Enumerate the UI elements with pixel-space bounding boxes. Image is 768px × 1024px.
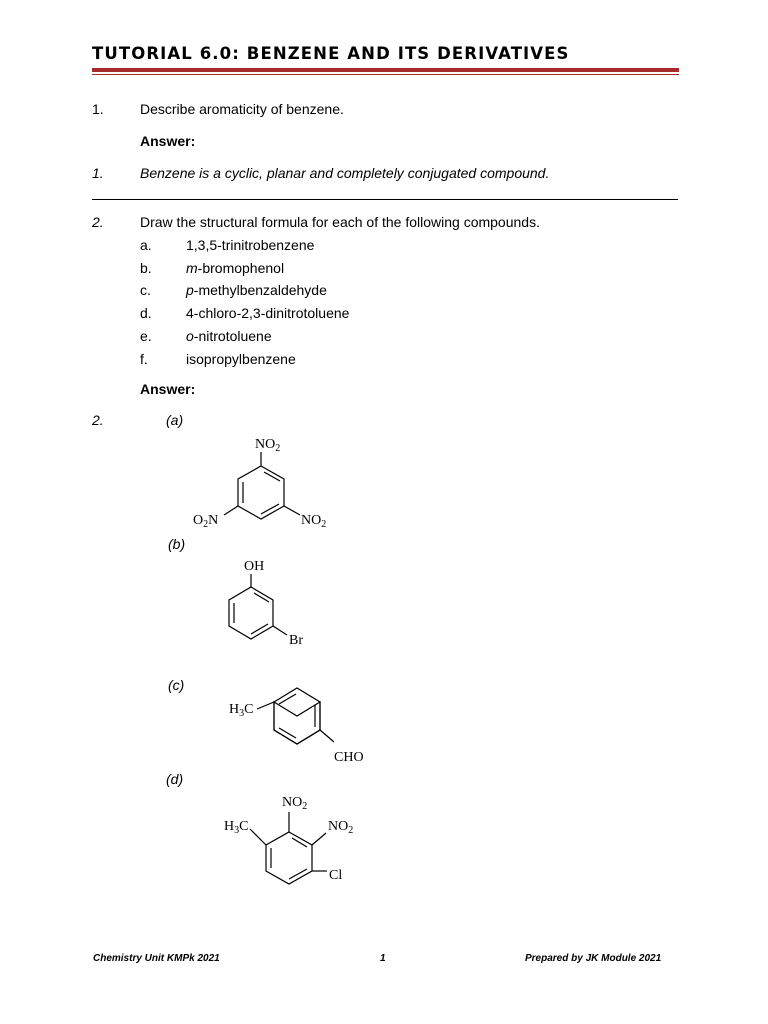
- q1-number: 1.: [92, 101, 104, 117]
- structure-a-right-substituent: $NO_2$: [301, 513, 327, 530]
- q2-item-name: isopropylbenzene: [186, 351, 296, 367]
- structure-d-left-substituent: $H_3C$: [224, 819, 249, 836]
- structure-d-bottom-substituent: Cl: [329, 868, 343, 883]
- q1-answer-text: Benzene is a cyclic, planar and completely conjugated compound.: [140, 165, 550, 181]
- structure-a-left-substituent: $O_2N$: [193, 513, 219, 530]
- q2-item-letter: d.: [140, 305, 152, 321]
- structure-d-top-substituent: $NO_2$: [282, 795, 308, 812]
- q2-item-name: 1,3,5-trinitrobenzene: [186, 237, 315, 253]
- structure-b-diagram: [229, 574, 287, 639]
- q2-item-letter: e.: [140, 328, 152, 344]
- structure-label-a: (a): [166, 412, 184, 428]
- q2-item-name: 4-chloro-2,3-dinitrotoluene: [186, 305, 350, 321]
- structure-a-top-substituent: $NO_2$: [255, 437, 281, 454]
- structure-label-d: (d): [166, 771, 184, 787]
- q2-item-letter: a.: [140, 237, 152, 253]
- structure-label-b: (b): [168, 536, 186, 552]
- structure-c-diagram: [257, 688, 334, 744]
- q1-answer-label: Answer:: [140, 133, 196, 149]
- q2-item-name: p-methylbenzaldehyde: [186, 282, 327, 298]
- q2-number: 2.: [92, 214, 104, 230]
- q1-answer-number: 1.: [92, 165, 104, 181]
- q2-item-letter: b.: [140, 260, 152, 276]
- q2-text: Draw the structural formula for each of the following compounds.: [140, 214, 540, 230]
- page-title: TUTORIAL 6.0: BENZENE AND ITS DERIVATIVES: [92, 44, 570, 63]
- q2-item-letter: c.: [140, 282, 151, 298]
- structure-b-right-substituent: Br: [289, 633, 303, 648]
- q2-item-name: o-nitrotoluene: [186, 328, 272, 344]
- structure-c-left-substituent: $H_3C$: [229, 702, 254, 719]
- footer-page-number: 1: [380, 953, 386, 964]
- q2-item-name: m-bromophenol: [186, 260, 285, 276]
- q2-answer-label: Answer:: [140, 381, 196, 397]
- structure-c-right-substituent: CHO: [334, 750, 364, 765]
- structure-label-c: (c): [168, 677, 185, 693]
- q2-answer-number: 2.: [92, 412, 104, 428]
- structure-d-right-substituent: $NO_2$: [328, 819, 354, 836]
- structure-d-diagram: [250, 812, 327, 884]
- structure-a-diagram: [224, 452, 300, 519]
- footer-left: Chemistry Unit KMPk 2021: [93, 953, 220, 964]
- q1-text: Describe aromaticity of benzene.: [140, 101, 344, 117]
- footer-right: Prepared by JK Module 2021: [525, 953, 662, 964]
- structure-b-top-substituent: OH: [244, 559, 265, 574]
- q2-item-letter: f.: [140, 351, 148, 367]
